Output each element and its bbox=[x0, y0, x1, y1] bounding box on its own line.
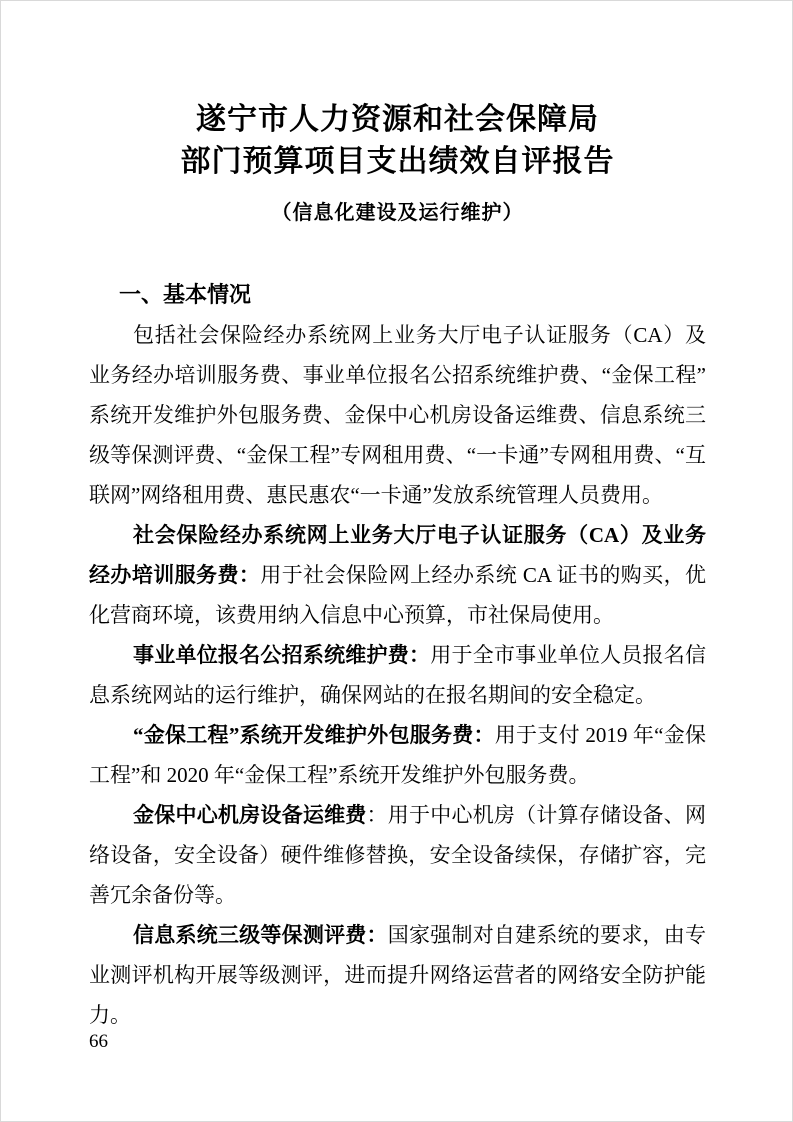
body-line bbox=[89, 835, 706, 875]
paragraph-text: 息系统网站的运行维护，确保网站的在报名期间的安全稳定。 bbox=[89, 683, 656, 707]
paragraph-text: 化营商环境，该费用纳入信息中心预算，市社保局使用。 bbox=[89, 603, 614, 627]
section-heading: 一、基本情况 bbox=[119, 282, 252, 307]
paragraph-text: 善冗余备份等。 bbox=[89, 883, 236, 907]
paragraph-lead-bold: “金保工程”系统开发维护外包服务费： bbox=[133, 723, 495, 747]
paragraph-lead-bold: 事业单位报名公招系统维护费： bbox=[133, 643, 431, 667]
body-line bbox=[89, 475, 706, 515]
body-line bbox=[89, 875, 706, 915]
paragraph-lead-bold: 金保中心机房设备运维费 bbox=[133, 803, 367, 827]
paragraph-text: 用于全市事业单位人员报名信 bbox=[430, 643, 706, 667]
paragraph-lead-bold: 信息系统三级等保测评费： bbox=[133, 923, 388, 947]
document-title-line2: 部门预算项目支出绩效自评报告 bbox=[180, 145, 615, 178]
body-line bbox=[89, 915, 706, 955]
body-line bbox=[89, 315, 706, 355]
document-content bbox=[1, 1, 792, 1035]
paragraph-text: 包括社会保险经办系统网上业务大厅电子认证服务（CA）及 bbox=[133, 323, 706, 347]
paragraph-text: 联网”网络租用费、惠民惠农“一卡通”发放系统管理人员费用。 bbox=[89, 483, 663, 507]
paragraph-text: 络设备，安全设备）硬件维修替换，安全设备续保，存储扩容，完 bbox=[89, 843, 706, 867]
paragraph-text: 级等保测评费、“金保工程”专网租用费、“一卡通”专网租用费、“互 bbox=[89, 443, 706, 467]
paragraph-text: 用于支付 2019 年“金保 bbox=[494, 723, 706, 747]
body-line bbox=[89, 555, 706, 595]
body-line bbox=[89, 795, 706, 835]
body-line bbox=[89, 515, 706, 555]
paragraph-text: 系统开发维护外包服务费、金保中心机房设备运维费、信息系统三 bbox=[89, 403, 706, 427]
paragraph bbox=[89, 635, 706, 715]
body-line bbox=[89, 435, 706, 475]
body-line bbox=[89, 955, 706, 995]
body-line bbox=[89, 355, 706, 395]
page-number: 66 bbox=[89, 1031, 108, 1052]
document-subtitle: （信息化建设及运行维护） bbox=[271, 202, 524, 224]
body-line bbox=[89, 755, 706, 795]
paragraph-text: 力。 bbox=[89, 1003, 131, 1027]
paragraph bbox=[89, 715, 706, 795]
paragraph bbox=[89, 315, 706, 515]
paragraph-lead-bold: 社会保险经办系统网上业务大厅电子认证服务（CA）及业务 bbox=[133, 523, 706, 547]
paragraph-text: 业务经办培训服务费、事业单位报名公招系统维护费、“金保工程” bbox=[89, 363, 706, 387]
paragraph-text: ：用于中心机房（计算存储设备、网 bbox=[366, 803, 706, 827]
paragraph-text: 工程”和 2020 年“金保工程”系统开发维护外包服务费。 bbox=[89, 763, 590, 787]
body-line bbox=[89, 995, 706, 1035]
body-line bbox=[89, 675, 706, 715]
body-line bbox=[89, 595, 706, 635]
body-line bbox=[89, 715, 706, 755]
paragraph bbox=[89, 795, 706, 915]
document-title-line1: 遂宁市人力资源和社会保障局 bbox=[196, 103, 599, 136]
paragraph-text: 用于社会保险网上经办系统 CA 证书的购买，优 bbox=[260, 563, 706, 587]
paragraph-lead-bold: 经办培训服务费： bbox=[89, 563, 261, 587]
document-body bbox=[89, 315, 706, 1035]
paragraph bbox=[89, 515, 706, 635]
body-line bbox=[89, 395, 706, 435]
document-title bbox=[89, 99, 706, 183]
paragraph-text: 业测评机构开展等级测评，进而提升网络运营者的网络安全防护能 bbox=[89, 963, 706, 987]
paragraph-text: 国家强制对自建系统的要求，由专 bbox=[387, 923, 706, 947]
paragraph bbox=[89, 915, 706, 1035]
body-line bbox=[89, 635, 706, 675]
